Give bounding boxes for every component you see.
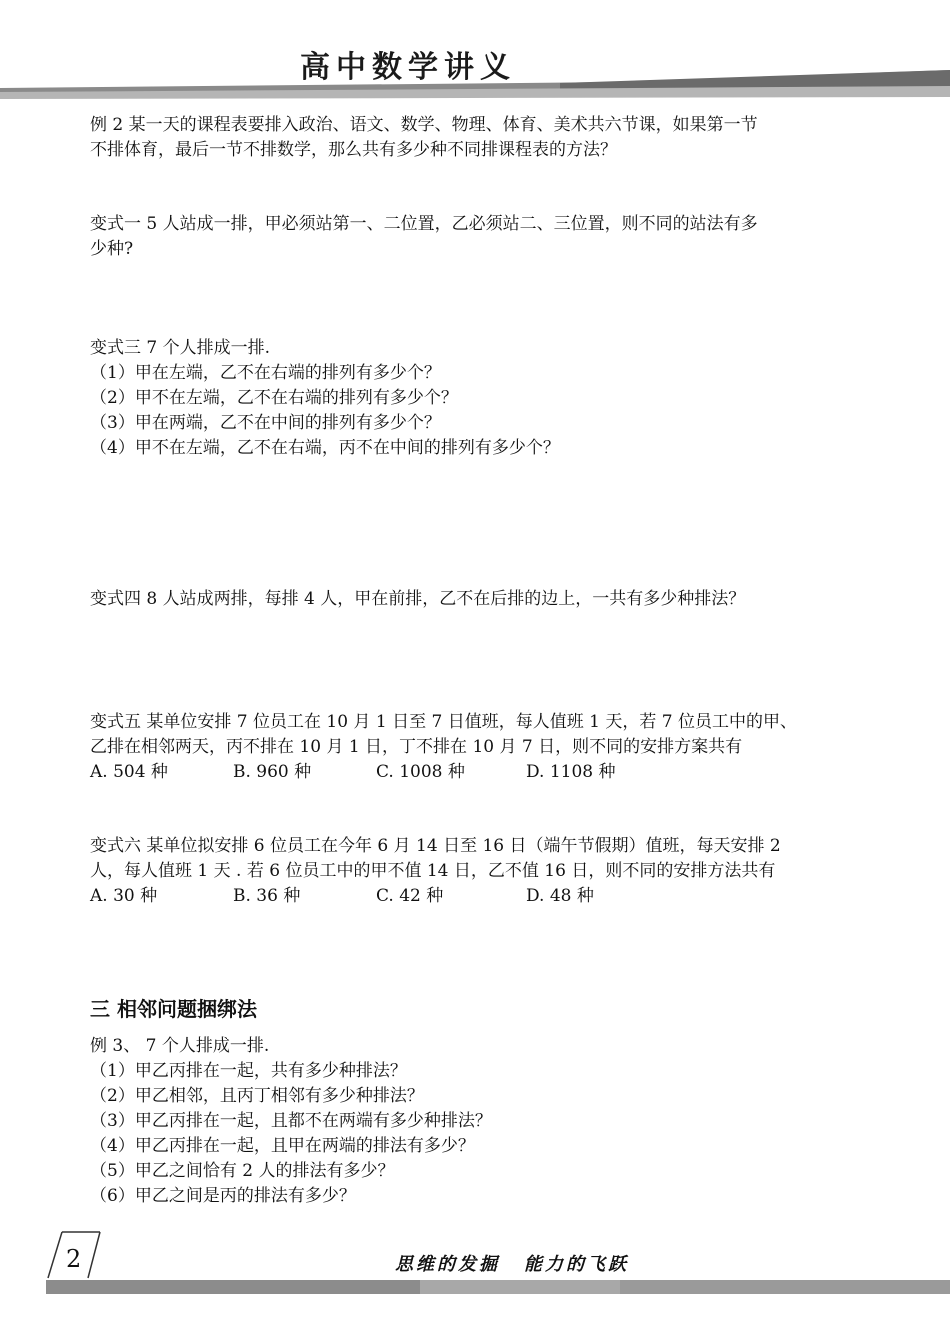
variant-5-option-a: A. 504 种 bbox=[90, 762, 168, 782]
variant-5-line-2: 乙排在相邻两天，丙不排在 10 月 1 日，丁不排在 10 月 7 日，则不同的安排方案共有 bbox=[90, 737, 743, 757]
variant-5-line-1: 变式五 某单位安排 7 位员工在 10 月 1 日至 7 日值班，每人值班 1 天，若 7 位员工中的甲、 bbox=[90, 712, 797, 732]
footer-slogan bbox=[395, 1250, 629, 1276]
footer-slogan-part-2: 能力的飞跃 bbox=[524, 1254, 629, 1275]
example-3-item-4: （4）甲乙丙排在一起，且甲在两端的排法有多少？ bbox=[90, 1136, 475, 1156]
variant-6-options bbox=[90, 884, 850, 909]
variant-3-item-2: （2）甲不在左端，乙不在右端的排列有多少个？ bbox=[90, 388, 458, 408]
page-number: 2 bbox=[66, 1245, 82, 1273]
example-2-line-2: 不排体育，最后一节不排数学，那么共有多少种不同排课程表的方法？ bbox=[90, 140, 617, 160]
example-3-item-3: （3）甲乙丙排在一起，且都不在两端有多少种排法？ bbox=[90, 1111, 492, 1131]
footer-band bbox=[0, 1226, 950, 1344]
variant-3-intro: 变式三 7 个人排成一排. bbox=[90, 338, 271, 358]
variant-4-text: 变式四 8 人站成两排，每排 4 人，甲在前排，乙不在后排的边上，一共有多少种排法？ bbox=[90, 589, 746, 609]
variant-4 bbox=[90, 587, 850, 612]
example-3 bbox=[90, 1034, 850, 1209]
variant-6-option-c: C. 42 种 bbox=[376, 886, 444, 906]
variant-6-line-1: 变式六 某单位拟安排 6 位员工在今年 6 月 14 日至 16 日（端午节假期）值班，每天安排 2 bbox=[90, 836, 781, 856]
variant-6-line-2: 人，每人值班 1 天 . 若 6 位员工中的甲不值 14 日，乙不值 16 日，则不同的安排方法共有 bbox=[90, 861, 776, 881]
example-3-item-5: （5）甲乙之间恰有 2 人的排法有多少？ bbox=[90, 1161, 395, 1181]
variant-1-line-1: 变式一 5 人站成一排，甲必须站第一、二位置，乙必须站二、三位置，则不同的站法有多 bbox=[90, 214, 758, 234]
example-3-item-1: （1）甲乙丙排在一起，共有多少种排法？ bbox=[90, 1061, 407, 1081]
variant-5-option-d: D. 1108 种 bbox=[526, 762, 616, 782]
variant-3-item-3: （3）甲在两端，乙不在中间的排列有多少个？ bbox=[90, 413, 441, 433]
variant-5 bbox=[90, 710, 850, 785]
variant-5-option-b: B. 960 种 bbox=[233, 762, 312, 782]
variant-5-option-c: C. 1008 种 bbox=[376, 762, 465, 782]
variant-3-item-1: （1）甲在左端，乙不在右端的排列有多少个？ bbox=[90, 363, 441, 383]
variant-6 bbox=[90, 834, 850, 909]
variant-6-option-b: B. 36 种 bbox=[233, 886, 301, 906]
variant-6-option-d: D. 48 种 bbox=[526, 886, 594, 906]
example-2 bbox=[90, 113, 850, 163]
example-3-item-2: （2）甲乙相邻，且丙丁相邻有多少种排法？ bbox=[90, 1086, 424, 1106]
page-header-title: 高中数学讲义 bbox=[300, 50, 516, 85]
footer-slogan-part-1: 思维的发掘 bbox=[395, 1254, 500, 1275]
example-2-line-1: 例 2 某一天的课程表要排入政治、语文、数学、物理、体育、美术共六节课，如果第一节 bbox=[90, 115, 758, 135]
section-3-heading: 三 相邻问题捆绑法 bbox=[90, 997, 257, 1021]
example-3-intro: 例 3、 7 个人排成一排. bbox=[90, 1036, 270, 1056]
variant-3 bbox=[90, 336, 850, 461]
variant-1-line-2: 少种? bbox=[90, 239, 134, 259]
variant-1 bbox=[90, 212, 850, 262]
variant-3-item-4: （4）甲不在左端，乙不在右端，丙不在中间的排列有多少个？ bbox=[90, 438, 560, 458]
variant-5-options bbox=[90, 760, 850, 785]
variant-6-option-a: A. 30 种 bbox=[90, 886, 158, 906]
example-3-item-6: （6）甲乙之间是丙的排法有多少？ bbox=[90, 1186, 356, 1206]
